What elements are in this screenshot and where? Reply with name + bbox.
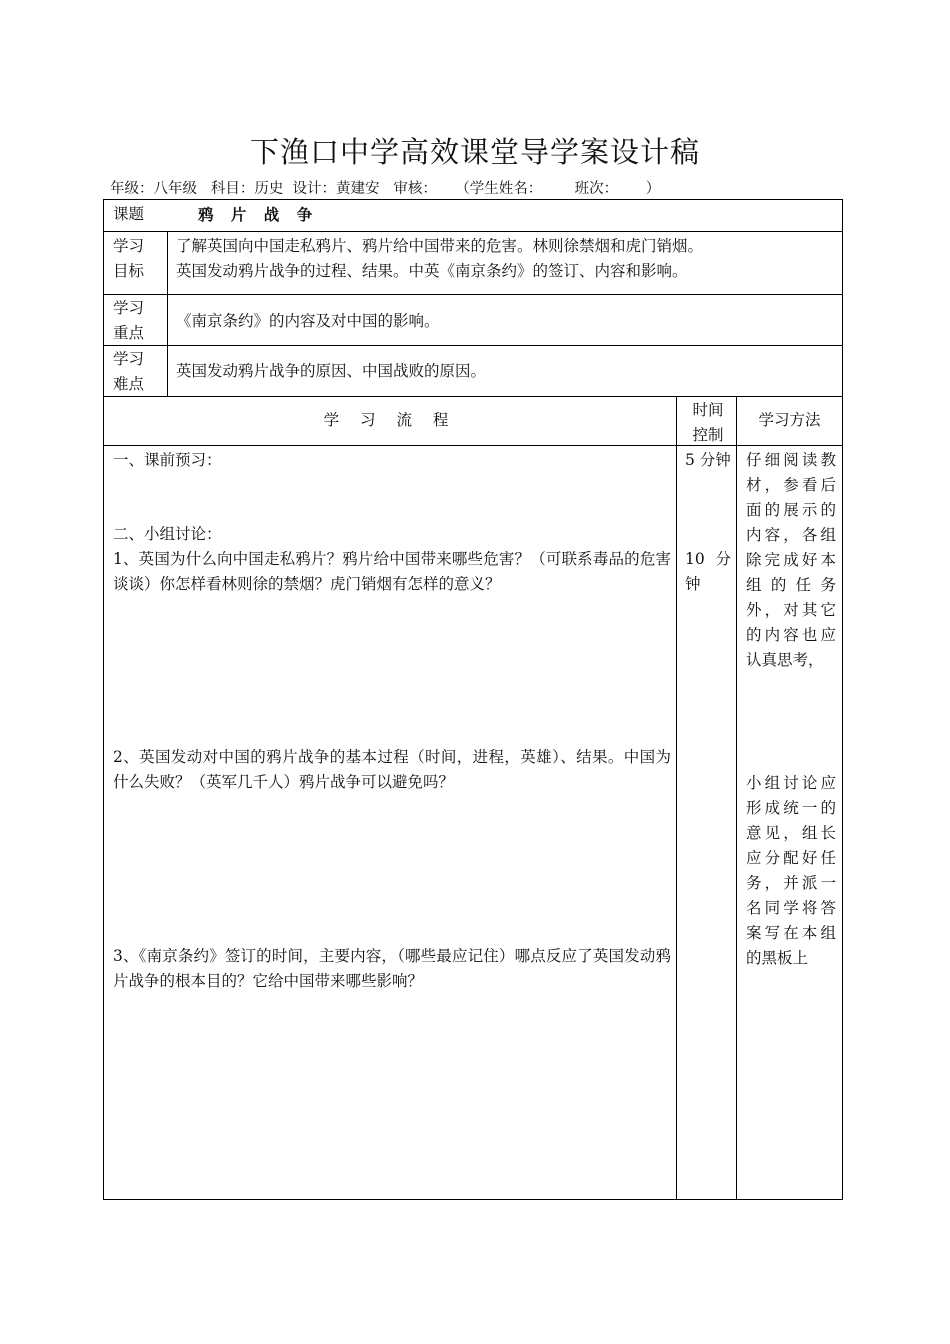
focus-value: 《南京条约》的内容及对中国的影响。 — [176, 312, 440, 330]
topic-label: 课题 — [113, 205, 145, 223]
time-header: 时间控制 — [692, 401, 724, 444]
time-2: 10 分钟 — [685, 550, 731, 593]
method-note-2: 小组讨论应形成统一的意见，组长应分配好任务，并派一名同学将答案写在本组的黑板上 — [746, 774, 836, 967]
goal-label: 学习目标 — [113, 237, 145, 280]
question-1: 1、英国为什么向中国走私鸦片？鸦片给中国带来哪些危害？（可联系毒品的危害谈谈）你怎样看林则徐的禁烟？虎门销烟有怎样的意义？ — [113, 550, 671, 593]
section-preview: 一、课前预习： — [113, 451, 222, 469]
section-discussion: 二、小组讨论： — [113, 525, 222, 543]
method-note-1: 仔细阅读教材，参看后面的展示的内容，各组除完成好本组的任务外，对其它的内容也应认真思考， — [746, 451, 836, 669]
difficulty-label: 学习难点 — [113, 350, 145, 393]
document-title: 下渔口中学高效课堂导学案设计稿 — [249, 135, 700, 169]
goal-line-2: 英国发动鸦片战争的过程、结果。中英《南京条约》的签订、内容和影响。 — [176, 262, 688, 280]
question-2: 2、英国发动对中国的鸦片战争的基本过程（时间，进程，英雄）、结果。中国为什么失败？（英军几千人）鸦片战争可以避免吗？ — [113, 748, 671, 791]
question-3: 3、《南京条约》签订的时间，主要内容，（哪些最应记住）哪点反应了英国发动鸦片战争的根本目的？它给中国带来哪些影响？ — [113, 947, 671, 990]
goal-line-1: 了解英国向中国走私鸦片、鸦片给中国带来的危害。林则徐禁烟和虎门销烟。 — [176, 237, 704, 255]
method-header: 学习方法 — [758, 411, 821, 429]
focus-label: 学习重点 — [113, 299, 145, 342]
document-meta: 年级：八年级 科目：历史 设计：黄建安 审核： （学生姓名： 班次： ） — [110, 181, 661, 197]
topic-value: 鸦 片 战 争 — [198, 205, 319, 224]
process-header: 学 习 流 程 — [323, 411, 457, 429]
time-1: 5 分钟 — [685, 451, 731, 469]
difficulty-value: 英国发动鸦片战争的原因、中国战败的原因。 — [176, 362, 487, 380]
